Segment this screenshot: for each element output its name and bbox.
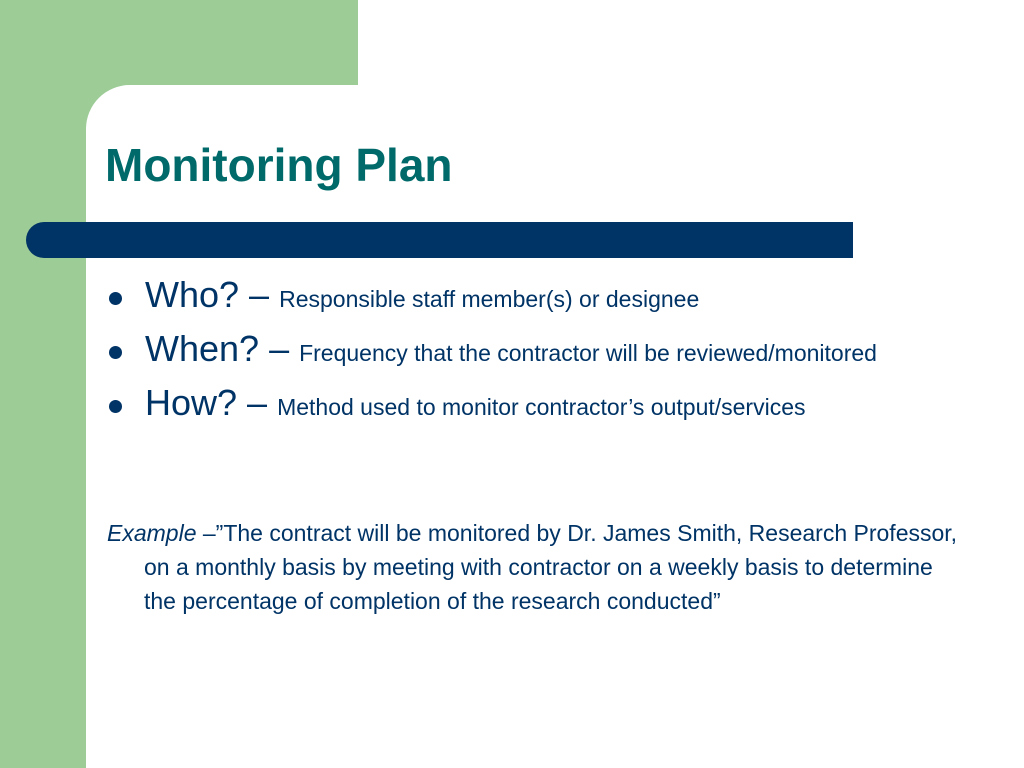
bullet-dot-icon	[109, 346, 122, 359]
example-paragraph	[107, 516, 964, 618]
bullet-heading: Who? –	[145, 274, 280, 315]
bullet-item-who	[105, 274, 965, 316]
example-text: –”The contract will be monitored by Dr. James Smith, Research Professor, on a monthly basis by meeting with contractor on a weekly basis to determine the percentage of completion of the research conducted”	[144, 520, 958, 614]
bullet-text: Method used to monitor contractor’s output/services	[277, 394, 806, 420]
bullet-heading: When? –	[145, 328, 300, 369]
bullet-dot-icon	[109, 400, 122, 413]
example-label: Example	[107, 520, 197, 546]
slide-title: Monitoring Plan	[105, 139, 453, 191]
bullet-text: Responsible staff member(s) or designee	[279, 286, 700, 312]
bullet-item-how	[105, 382, 965, 424]
bullet-list	[105, 274, 965, 436]
title-underline-bar	[26, 222, 853, 258]
bullet-dot-icon	[109, 292, 122, 305]
bullet-heading: How? –	[145, 382, 278, 423]
bullet-text: Frequency that the contractor will be reviewed/monitored	[299, 340, 877, 366]
bullet-item-when	[105, 328, 965, 370]
